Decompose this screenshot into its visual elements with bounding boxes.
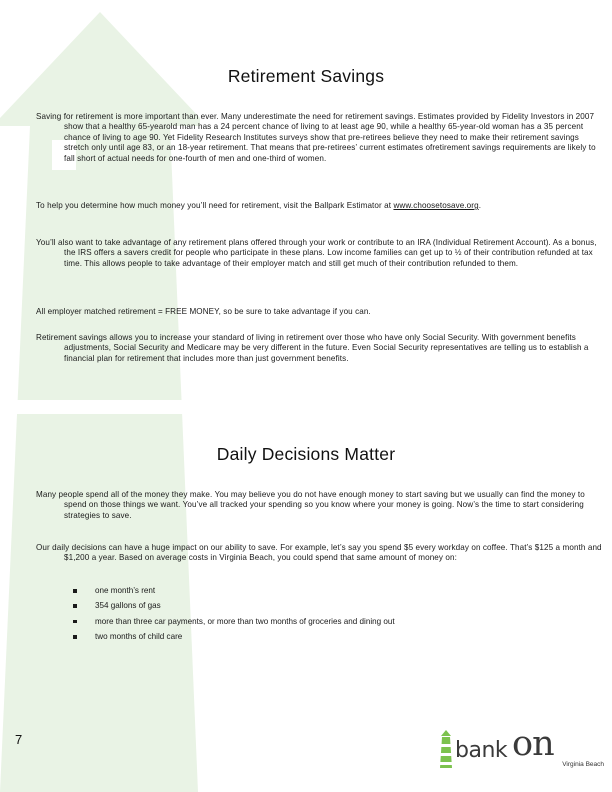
list-item: two months of child care	[73, 629, 573, 644]
daily-paragraph-2: Our daily decisions can have a huge impact on our ability to save. For example, let’s say you spend $5 every workday on coffee. That’s $125 a month and $1,200 a year. Based on average costs in Virginia Beach, you could spend that same amount of money on:	[36, 543, 602, 563]
ballpark-text: To help you determine how much money you’ll need for retirement, visit the Ballpark Estimator at	[36, 201, 394, 210]
ballpark-text-end: .	[478, 201, 482, 210]
daily-paragraph-1: Many people spend all of the money they make. You may believe you do not have enough money to start saving but we usually can find the money to spend on those things we want. You’ve all tracked your spending so you know where your money is going. Now’s the time to start considering strategies to save.	[36, 490, 585, 520]
logo-bank-text: bank	[455, 738, 508, 763]
retirement-paragraph-2	[36, 201, 602, 211]
retirement-paragraph-5: Retirement savings allows you to increase your standard of living in retirement over those who have only Social Security. With government benefits adjustments, Social Security and Medicare may be very different in the future. Even Social Security representatives are telling us to establish a financial plan for retirement that includes more than just government benefits.	[36, 333, 589, 363]
list-item: 354 gallons of gas	[73, 598, 573, 613]
logo-city-text: Virginia Beach	[562, 761, 604, 768]
bankon-logo	[438, 724, 608, 774]
retirement-paragraph-3: You’ll also want to take advantage of any retirement plans offered through your work or contribute to an IRA (Individual Retirement Account). As a bonus, the IRS offers a savers credit for people who participate in these plans. Low income families can get up to ½ of their contribution refunded at tax time. This allows people to take advantage of their employer match and still get much of their contribution refunded to them.	[36, 238, 597, 268]
list-item: more than three car payments, or more than two months of groceries and dining out	[73, 614, 573, 629]
list-item: one month’s rent	[73, 583, 573, 598]
logo-on-text: on	[512, 724, 554, 764]
choosetosave-link[interactable]: www.choosetosave.org	[393, 201, 479, 210]
retirement-paragraph-1: Saving for retirement is more important than ever. Many underestimate the need for retirement savings. Estimates provided by Fidelity Investors in 2007 show that a healthy 65-yearold man has a 24 percent chance of living to at least age 90, while a healthy 65-year-old woman has a 35 percent chance of living to age 90. Yet Fidelity Research Institutes surveys show that pre-retirees believe they need to make their retirement savings stretch only until age 83, or an 18-year retirement. That means that pre-retirees’ current estimates ofretirement savings requirements are likely to fall short of actual needs for one-fourth of men and one-third of women.	[36, 112, 596, 163]
lighthouse-logo-icon	[438, 730, 454, 770]
retirement-savings-heading: Retirement Savings	[227, 66, 385, 86]
daily-decisions-heading: Daily Decisions Matter	[216, 444, 396, 464]
savings-examples-list	[73, 583, 573, 645]
retirement-paragraph-4: All employer matched retirement = FREE MONEY, so be sure to take advantage if you can.	[36, 307, 371, 316]
page-number: 7	[15, 732, 23, 747]
